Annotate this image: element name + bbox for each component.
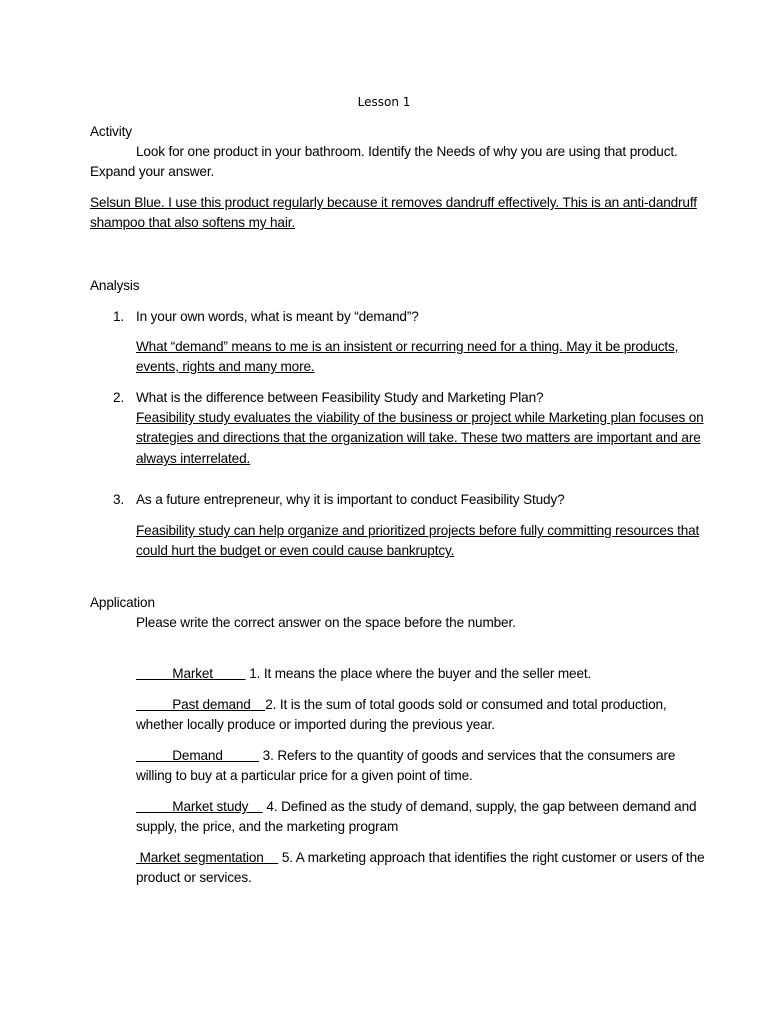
q3-number: 3. — [113, 492, 125, 507]
q2-number: 2. — [113, 390, 125, 405]
item-3-text-line2: willing to buy at a particular price for a given point of time. — [136, 768, 473, 783]
item-4-text-line2: supply, the price, and the marketing program — [136, 819, 399, 834]
application-item-1 — [136, 664, 591, 684]
application-heading: Application — [90, 595, 155, 610]
item-2-answer: Past demand — [136, 697, 266, 712]
q1-answer-line2: events, rights and many more. — [136, 359, 315, 374]
q2-answer-line2: strategies and directions that the organization will take. These two matters are important and are — [136, 430, 701, 445]
q2-answer-line1: Feasibility study evaluates the viability of the business or project while Marketing plan focuses on — [136, 410, 704, 425]
activity-prompt-line1: Look for one product in your bathroom. Identify the Needs of why you are using that product. — [136, 144, 678, 159]
q2-question: What is the difference between Feasibility Study and Marketing Plan? — [136, 390, 544, 405]
item-4-text-line1: 4. Defined as the study of demand, supply, the gap between demand and — [262, 799, 697, 814]
analysis-heading: Analysis — [90, 278, 140, 293]
item-5-answer: Market segmentation — [136, 850, 279, 865]
item-3-answer: Demand — [136, 748, 260, 763]
activity-answer-line1: Selsun Blue. I use this product regularly because it removes dandruff effectively. This is an anti-dandruff — [90, 195, 697, 210]
item-1-text: 1. It means the place where the buyer and the seller meet. — [245, 666, 592, 681]
item-4-answer: Market study — [136, 799, 263, 814]
item-3-text-line1: 3. Refers to the quantity of goods and services that the consumers are — [259, 748, 676, 763]
application-item-3 — [136, 746, 675, 766]
activity-prompt-line2: Expand your answer. — [90, 164, 215, 179]
q2-answer-line3: always interrelated. — [136, 451, 251, 466]
q1-answer-line1: What “demand” means to me is an insistent or recurring need for a thing. May it be products, — [136, 339, 679, 354]
application-item-2 — [136, 695, 667, 715]
q1-number: 1. — [113, 309, 125, 324]
q1-question: In your own words, what is meant by “demand”? — [136, 309, 419, 324]
activity-heading: Activity — [90, 124, 132, 139]
application-item-4 — [136, 797, 696, 817]
q3-answer-line2: could hurt the budget or even could cause bankruptcy. — [136, 543, 455, 558]
activity-answer-line2: shampoo that also softens my hair. — [90, 215, 295, 230]
item-5-text-line1: 5. A marketing approach that identifies the right customer or users of the — [278, 850, 705, 865]
item-2-text-line1: 2. It is the sum of total goods sold or consumed and total production, — [265, 697, 667, 712]
item-2-text-line2: whether locally produce or imported during the previous year. — [136, 717, 495, 732]
application-instruction: Please write the correct answer on the space before the number. — [136, 615, 516, 630]
item-1-answer: Market — [136, 666, 246, 681]
application-item-5 — [136, 848, 705, 868]
item-5-text-line2: product or services. — [136, 870, 252, 885]
lesson-title: Lesson 1 — [357, 95, 411, 109]
q3-answer-line1: Feasibility study can help organize and prioritized projects before fully committing resources that — [136, 523, 700, 538]
q3-question: As a future entrepreneur, why it is important to conduct Feasibility Study? — [136, 492, 565, 507]
